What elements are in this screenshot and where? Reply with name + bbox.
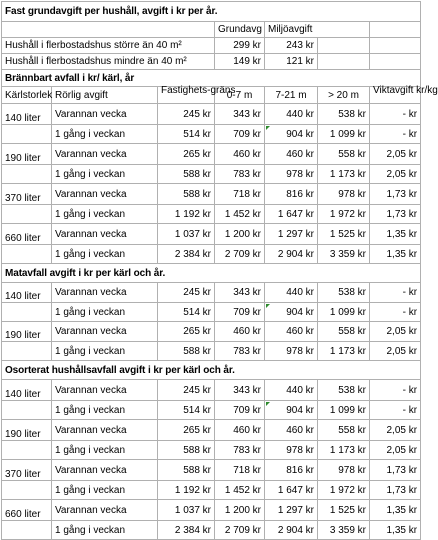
col-size[interactable]: Kärlstorlek: [2, 87, 52, 104]
fee-over-20m[interactable]: 3 359 kr: [318, 245, 370, 264]
osorterat-rows: [2, 380, 421, 540]
fee-7-21m[interactable]: 460 kr: [265, 420, 318, 441]
matavfall-title-row: [2, 264, 421, 283]
container-size[interactable]: 190 liter: [2, 420, 52, 441]
fee-7-21m[interactable]: 460 kr: [265, 144, 318, 165]
collection-frequency[interactable]: 1 gång i veckan: [52, 205, 158, 224]
container-size[interactable]: 370 liter: [2, 184, 52, 205]
fee-per-kg[interactable]: 1,35 kr: [370, 521, 421, 540]
fee-per-kg[interactable]: 2,05 kr: [370, 144, 421, 165]
collection-frequency[interactable]: 1 gång i veckan: [52, 303, 158, 322]
fee-7-21m[interactable]: 1 297 kr: [265, 500, 318, 521]
fee-fastighetsgrans[interactable]: 588 kr: [158, 184, 215, 205]
cell[interactable]: [318, 38, 370, 54]
container-size[interactable]: 370 liter: [2, 460, 52, 481]
container-size[interactable]: [2, 401, 52, 420]
cell[interactable]: [2, 22, 215, 38]
fee-0-7m[interactable]: 460 kr: [215, 322, 265, 342]
fee-row: [2, 125, 421, 144]
fee-fastighetsgrans[interactable]: 2 384 kr: [158, 521, 215, 540]
collection-frequency[interactable]: Varannan vecka: [52, 104, 158, 125]
col-dist-20[interactable]: > 20 m: [318, 87, 370, 104]
fee-per-kg[interactable]: 1,73 kr: [370, 481, 421, 500]
fee-0-7m[interactable]: 1 452 kr: [215, 481, 265, 500]
fee-0-7m[interactable]: 1 200 kr: [215, 500, 265, 521]
container-size[interactable]: [2, 303, 52, 322]
fee-per-kg[interactable]: 1,73 kr: [370, 460, 421, 481]
brannbart-title[interactable]: Brännbart avfall i kr/ kärl, år: [2, 70, 421, 87]
collection-frequency[interactable]: Varannan vecka: [52, 380, 158, 401]
fee-fastighetsgrans[interactable]: 1 192 kr: [158, 205, 215, 224]
fee-0-7m[interactable]: 718 kr: [215, 184, 265, 205]
fee-over-20m[interactable]: 1 525 kr: [318, 224, 370, 245]
container-size[interactable]: 190 liter: [2, 144, 52, 165]
fee-over-20m[interactable]: 1 972 kr: [318, 481, 370, 500]
fee-fastighetsgrans[interactable]: 265 kr: [158, 144, 215, 165]
fee-0-7m[interactable]: 1 200 kr: [215, 224, 265, 245]
collection-frequency[interactable]: Varannan vecka: [52, 224, 158, 245]
fee-fastighetsgrans[interactable]: 514 kr: [158, 125, 215, 144]
fee-over-20m[interactable]: 1 173 kr: [318, 342, 370, 361]
fee-over-20m[interactable]: 1 972 kr: [318, 205, 370, 224]
fee-over-20m[interactable]: 558 kr: [318, 322, 370, 342]
fee-fastighetsgrans[interactable]: 245 kr: [158, 380, 215, 401]
col-grundavg[interactable]: Grundavg: [215, 22, 265, 38]
fixed-miljo[interactable]: 121 kr: [265, 54, 318, 70]
fee-row: [2, 500, 421, 521]
osorterat-title-row: [2, 361, 421, 380]
fee-0-7m[interactable]: 718 kr: [215, 460, 265, 481]
fee-row: [2, 245, 421, 264]
fee-per-kg[interactable]: - kr: [370, 104, 421, 125]
fixed-row: [2, 54, 421, 70]
container-size[interactable]: [2, 521, 52, 540]
cell[interactable]: [370, 54, 421, 70]
column-header-row: [2, 87, 421, 104]
fee-7-21m[interactable]: 1 297 kr: [265, 224, 318, 245]
fee-0-7m[interactable]: 343 kr: [215, 380, 265, 401]
fee-over-20m[interactable]: 1 099 kr: [318, 401, 370, 420]
fee-0-7m[interactable]: 783 kr: [215, 342, 265, 361]
fee-7-21m[interactable]: 440 kr: [265, 380, 318, 401]
fee-7-21m[interactable]: 978 kr: [265, 165, 318, 184]
fee-over-20m[interactable]: 1 173 kr: [318, 165, 370, 184]
col-miljoavgift[interactable]: Miljöavgift: [265, 22, 370, 38]
collection-frequency[interactable]: 1 gång i veckan: [52, 245, 158, 264]
collection-frequency[interactable]: 1 gång i veckan: [52, 165, 158, 184]
fee-fastighetsgrans[interactable]: 245 kr: [158, 104, 215, 125]
fee-0-7m[interactable]: 460 kr: [215, 144, 265, 165]
container-size[interactable]: [2, 125, 52, 144]
fee-fastighetsgrans[interactable]: 588 kr: [158, 342, 215, 361]
fee-row: [2, 521, 421, 540]
fee-row: [2, 420, 421, 441]
fee-row: [2, 401, 421, 420]
fee-7-21m[interactable]: 440 kr: [265, 283, 318, 303]
fee-row: [2, 481, 421, 500]
collection-frequency[interactable]: Varannan vecka: [52, 144, 158, 165]
fee-7-21m[interactable]: 1 647 kr: [265, 481, 318, 500]
fee-0-7m[interactable]: 709 kr: [215, 303, 265, 322]
fee-row: [2, 441, 421, 460]
fee-per-kg[interactable]: 1,73 kr: [370, 205, 421, 224]
container-size[interactable]: 140 liter: [2, 283, 52, 303]
collection-frequency[interactable]: Varannan vecka: [52, 184, 158, 205]
fee-per-kg[interactable]: 2,05 kr: [370, 420, 421, 441]
fee-over-20m[interactable]: 538 kr: [318, 283, 370, 303]
fixed-row-label[interactable]: Hushåll i flerbostadshus större än 40 m²: [2, 38, 215, 54]
collection-frequency[interactable]: 1 gång i veckan: [52, 481, 158, 500]
fee-per-kg[interactable]: 1,73 kr: [370, 184, 421, 205]
fee-row: [2, 380, 421, 401]
fee-over-20m[interactable]: 978 kr: [318, 460, 370, 481]
collection-frequency[interactable]: Varannan vecka: [52, 322, 158, 342]
fee-7-21m[interactable]: 904 kr: [265, 303, 318, 322]
fee-0-7m[interactable]: 1 452 kr: [215, 205, 265, 224]
fee-fastighetsgrans[interactable]: 588 kr: [158, 165, 215, 184]
fee-7-21m[interactable]: 2 904 kr: [265, 245, 318, 264]
fee-fastighetsgrans[interactable]: 588 kr: [158, 460, 215, 481]
fee-row: [2, 460, 421, 481]
fee-fastighetsgrans[interactable]: 245 kr: [158, 283, 215, 303]
col-dist-7-21[interactable]: 7-21 m: [265, 87, 318, 104]
fee-row: [2, 224, 421, 245]
fee-per-kg[interactable]: 2,05 kr: [370, 165, 421, 184]
fee-per-kg[interactable]: 1,35 kr: [370, 245, 421, 264]
fee-row: [2, 205, 421, 224]
fee-row: [2, 165, 421, 184]
fee-fastighetsgrans[interactable]: 1 037 kr: [158, 500, 215, 521]
fee-7-21m[interactable]: 978 kr: [265, 441, 318, 460]
cell[interactable]: [370, 38, 421, 54]
container-size[interactable]: 660 liter: [2, 500, 52, 521]
fee-per-kg[interactable]: - kr: [370, 380, 421, 401]
fee-7-21m[interactable]: 460 kr: [265, 322, 318, 342]
col-fastighetsgrans[interactable]: Fastighets-gräns: [158, 87, 215, 104]
container-size[interactable]: 140 liter: [2, 104, 52, 125]
fee-per-kg[interactable]: 2,05 kr: [370, 342, 421, 361]
collection-frequency[interactable]: 1 gång i veckan: [52, 441, 158, 460]
fee-row: [2, 144, 421, 165]
fee-table: [1, 1, 438, 540]
fee-0-7m[interactable]: 2 709 kr: [215, 245, 265, 264]
collection-frequency[interactable]: Varannan vecka: [52, 283, 158, 303]
fee-7-21m[interactable]: 2 904 kr: [265, 521, 318, 540]
fee-over-20m[interactable]: 538 kr: [318, 104, 370, 125]
fixed-grund[interactable]: 149 kr: [215, 54, 265, 70]
fee-row: [2, 342, 421, 361]
fixed-row: [2, 38, 421, 54]
fixed-miljo[interactable]: 243 kr: [265, 38, 318, 54]
fee-over-20m[interactable]: 558 kr: [318, 144, 370, 165]
fee-7-21m[interactable]: 978 kr: [265, 342, 318, 361]
fee-row: [2, 303, 421, 322]
fee-0-7m[interactable]: 2 709 kr: [215, 521, 265, 540]
fee-fastighetsgrans[interactable]: 265 kr: [158, 420, 215, 441]
matavfall-rows: [2, 283, 421, 361]
fee-0-7m[interactable]: 460 kr: [215, 420, 265, 441]
collection-frequency[interactable]: 1 gång i veckan: [52, 342, 158, 361]
fixed-title-row: [2, 2, 421, 22]
collection-frequency[interactable]: Varannan vecka: [52, 460, 158, 481]
fee-7-21m[interactable]: 1 647 kr: [265, 205, 318, 224]
fee-7-21m[interactable]: 440 kr: [265, 104, 318, 125]
brannbart-title-row: [2, 70, 421, 87]
fee-over-20m[interactable]: 1 099 kr: [318, 125, 370, 144]
container-size[interactable]: [2, 165, 52, 184]
collection-frequency[interactable]: Varannan vecka: [52, 500, 158, 521]
fee-fastighetsgrans[interactable]: 265 kr: [158, 322, 215, 342]
fee-row: [2, 104, 421, 125]
fee-fastighetsgrans[interactable]: 2 384 kr: [158, 245, 215, 264]
container-size[interactable]: 660 liter: [2, 224, 52, 245]
container-size[interactable]: [2, 342, 52, 361]
fee-over-20m[interactable]: 1 525 kr: [318, 500, 370, 521]
col-dist-0-7[interactable]: 0-7 m: [215, 87, 265, 104]
container-size[interactable]: [2, 481, 52, 500]
fee-fastighetsgrans[interactable]: 1 037 kr: [158, 224, 215, 245]
fee-over-20m[interactable]: 1 099 kr: [318, 303, 370, 322]
fee-fastighetsgrans[interactable]: 588 kr: [158, 441, 215, 460]
fee-7-21m[interactable]: 816 kr: [265, 460, 318, 481]
fee-0-7m[interactable]: 343 kr: [215, 283, 265, 303]
fixed-header-row: [2, 22, 421, 38]
fee-row: [2, 322, 421, 342]
fee-per-kg[interactable]: - kr: [370, 283, 421, 303]
fixed-row-label[interactable]: Hushåll i flerbostadshus mindre än 40 m²: [2, 54, 215, 70]
fee-over-20m[interactable]: 558 kr: [318, 420, 370, 441]
col-rate[interactable]: Rörlig avgift: [52, 87, 158, 104]
fee-over-20m[interactable]: 978 kr: [318, 184, 370, 205]
fee-per-kg[interactable]: - kr: [370, 401, 421, 420]
matavfall-title[interactable]: Matavfall avgift i kr per kärl och år.: [2, 264, 421, 283]
fee-fastighetsgrans[interactable]: 1 192 kr: [158, 481, 215, 500]
fee-7-21m[interactable]: 904 kr: [265, 401, 318, 420]
collection-frequency[interactable]: 1 gång i veckan: [52, 125, 158, 144]
collection-frequency[interactable]: Varannan vecka: [52, 420, 158, 441]
fee-fastighetsgrans[interactable]: 514 kr: [158, 401, 215, 420]
fee-per-kg[interactable]: 2,05 kr: [370, 322, 421, 342]
fee-per-kg[interactable]: - kr: [370, 125, 421, 144]
fee-row: [2, 184, 421, 205]
fee-over-20m[interactable]: 1 173 kr: [318, 441, 370, 460]
container-size[interactable]: 190 liter: [2, 322, 52, 342]
fee-7-21m[interactable]: 904 kr: [265, 125, 318, 144]
col-viktavgift[interactable]: Viktavgift kr/kg: [370, 87, 421, 104]
collection-frequency[interactable]: 1 gång i veckan: [52, 401, 158, 420]
fee-over-20m[interactable]: 538 kr: [318, 380, 370, 401]
fee-per-kg[interactable]: 2,05 kr: [370, 441, 421, 460]
fee-over-20m[interactable]: 3 359 kr: [318, 521, 370, 540]
brannbart-rows: [2, 104, 421, 264]
container-size[interactable]: [2, 205, 52, 224]
cell[interactable]: [370, 22, 421, 38]
container-size[interactable]: 140 liter: [2, 380, 52, 401]
fee-7-21m[interactable]: 816 kr: [265, 184, 318, 205]
osorterat-title[interactable]: Osorterat hushållsavfall avgift i kr per kärl och år.: [2, 361, 421, 380]
container-size[interactable]: [2, 441, 52, 460]
fee-per-kg[interactable]: 1,35 kr: [370, 500, 421, 521]
fee-per-kg[interactable]: - kr: [370, 303, 421, 322]
fee-row: [2, 283, 421, 303]
fee-0-7m[interactable]: 343 kr: [215, 104, 265, 125]
container-size[interactable]: [2, 245, 52, 264]
fee-fastighetsgrans[interactable]: 514 kr: [158, 303, 215, 322]
fixed-grund[interactable]: 299 kr: [215, 38, 265, 54]
collection-frequency[interactable]: 1 gång i veckan: [52, 521, 158, 540]
fee-0-7m[interactable]: 783 kr: [215, 165, 265, 184]
cell[interactable]: [318, 54, 370, 70]
fixed-title[interactable]: Fast grundavgift per hushåll, avgift i kr per år.: [2, 2, 421, 22]
fee-0-7m[interactable]: 709 kr: [215, 401, 265, 420]
fee-0-7m[interactable]: 783 kr: [215, 441, 265, 460]
fee-per-kg[interactable]: 1,35 kr: [370, 224, 421, 245]
fee-0-7m[interactable]: 709 kr: [215, 125, 265, 144]
spreadsheet: [1, 1, 438, 536]
